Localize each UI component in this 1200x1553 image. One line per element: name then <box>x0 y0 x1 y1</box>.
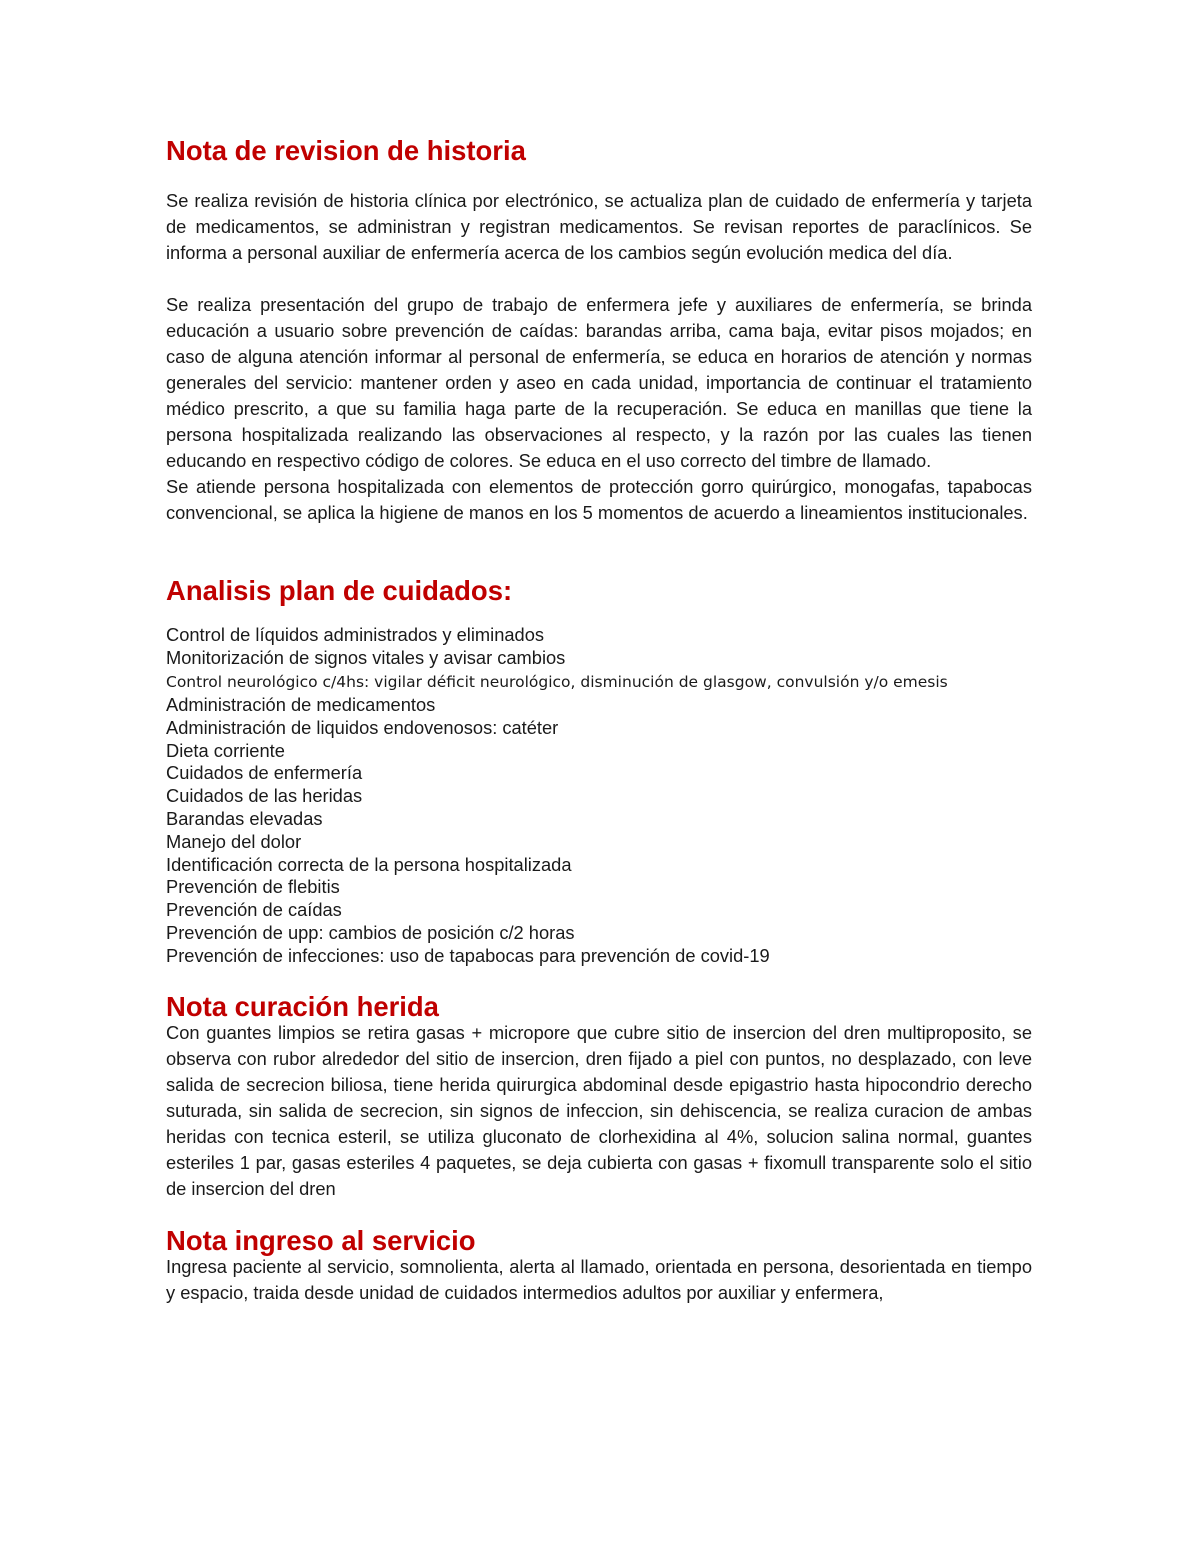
list-item: Control neurológico c/4hs: vigilar déficit neurológico, disminución de glasgow, convulsión y/o emesis <box>166 672 948 691</box>
section-heading-revision: Nota de revision de historia <box>166 135 526 166</box>
list-item: Dieta corriente <box>166 739 285 761</box>
care-plan-list <box>166 624 1032 968</box>
paragraph-ingreso: Ingresa paciente al servicio, somnolienta, alerta al llamado, orientada en persona, desorientada en tiempo y espacio, traida desde unidad de cuidados intermedios adultos por auxiliar y enfermera, <box>166 1255 1032 1303</box>
section-heading-curacion: Nota curación herida <box>166 990 439 1022</box>
list-item: Identificación correcta de la persona hospitalizada <box>166 853 572 875</box>
list-item: Administración de liquidos endovenosos: catéter <box>166 716 559 738</box>
section-heading-plan: Analisis plan de cuidados: <box>166 575 513 606</box>
list-item: Control de líquidos administrados y eliminados <box>166 624 545 645</box>
paragraph-curacion: Con guantes limpios se retira gasas + micropore que cubre sitio de insercion del dren multiproposito, se observa con rubor alrededor del sitio de insercion, dren fijado a piel con puntos, no desplazado, con leve salida de secrecion biliosa, tiene herida quirurgica abdominal desde epigastrio hasta hipocondrio derecho suturada, sin salida de secrecion, sin signos de infeccion, sin dehiscencia, se realiza curacion de ambas heridas con tecnica esteril, se utiliza gluconato de clorhexidina al 4%, solucion salina normal, guantes esteriles 1 par, gasas esteriles 4 paquetes, se deja cubierta con gasas + fixomull transparente solo el sitio de insercion del dren <box>166 1021 1032 1199</box>
paragraph-revision-1: Se realiza revisión de historia clínica por electrónico, se actualiza plan de cuidado de enfermería y tarjeta de medicamentos, se administran y registran medicamentos. Se revisan reportes de paraclínicos. Se informa a personal auxiliar de enfermería acerca de los cambios según evolución medica del día. <box>166 190 1032 263</box>
list-item: Cuidados de enfermería <box>166 762 363 784</box>
list-item: Administración de medicamentos <box>166 694 436 716</box>
section-heading-ingreso: Nota ingreso al servicio <box>166 1224 476 1256</box>
list-item: Prevención de upp: cambios de posición c/2 horas <box>166 922 575 944</box>
paragraph-revision-2: Se realiza presentación del grupo de trabajo de enfermera jefe y auxiliares de enfermería, se brinda educación a usuario sobre prevención de caídas: barandas arriba, cama baja, evitar pisos mojados; en caso de alguna atención informar al personal de enfermería, se educa en horarios de atención y normas generales del servicio: mantener orden y aseo en cada unidad, importancia de continuar el tratamiento médico prescrito, a que su familia haga parte de la recuperación. Se educa en manillas que tiene la persona hospitalizada realizando las observaciones al respecto, y la razón por las cuales las tienen educando en respectivo código de colores. Se educa en el uso correcto del timbre de llamado. <box>166 294 1032 471</box>
list-item: Prevención de infecciones: uso de tapabocas para prevención de covid-19 <box>166 944 770 966</box>
list-item: Cuidados de las heridas <box>166 785 363 807</box>
list-item: Barandas elevadas <box>166 808 323 830</box>
list-item: Prevención de flebitis <box>166 876 340 898</box>
list-item: Prevención de caídas <box>166 899 342 921</box>
document-page <box>166 135 1032 1306</box>
paragraph-revision-3: Se atiende persona hospitalizada con elementos de protección gorro quirúrgico, monogafas, tapabocas convencional, se aplica la higiene de manos en los 5 momentos de acuerdo a lineamientos institucionales. <box>166 476 1032 523</box>
list-item: Manejo del dolor <box>166 830 302 852</box>
list-item: Monitorización de signos vitales y avisar cambios <box>166 646 566 668</box>
